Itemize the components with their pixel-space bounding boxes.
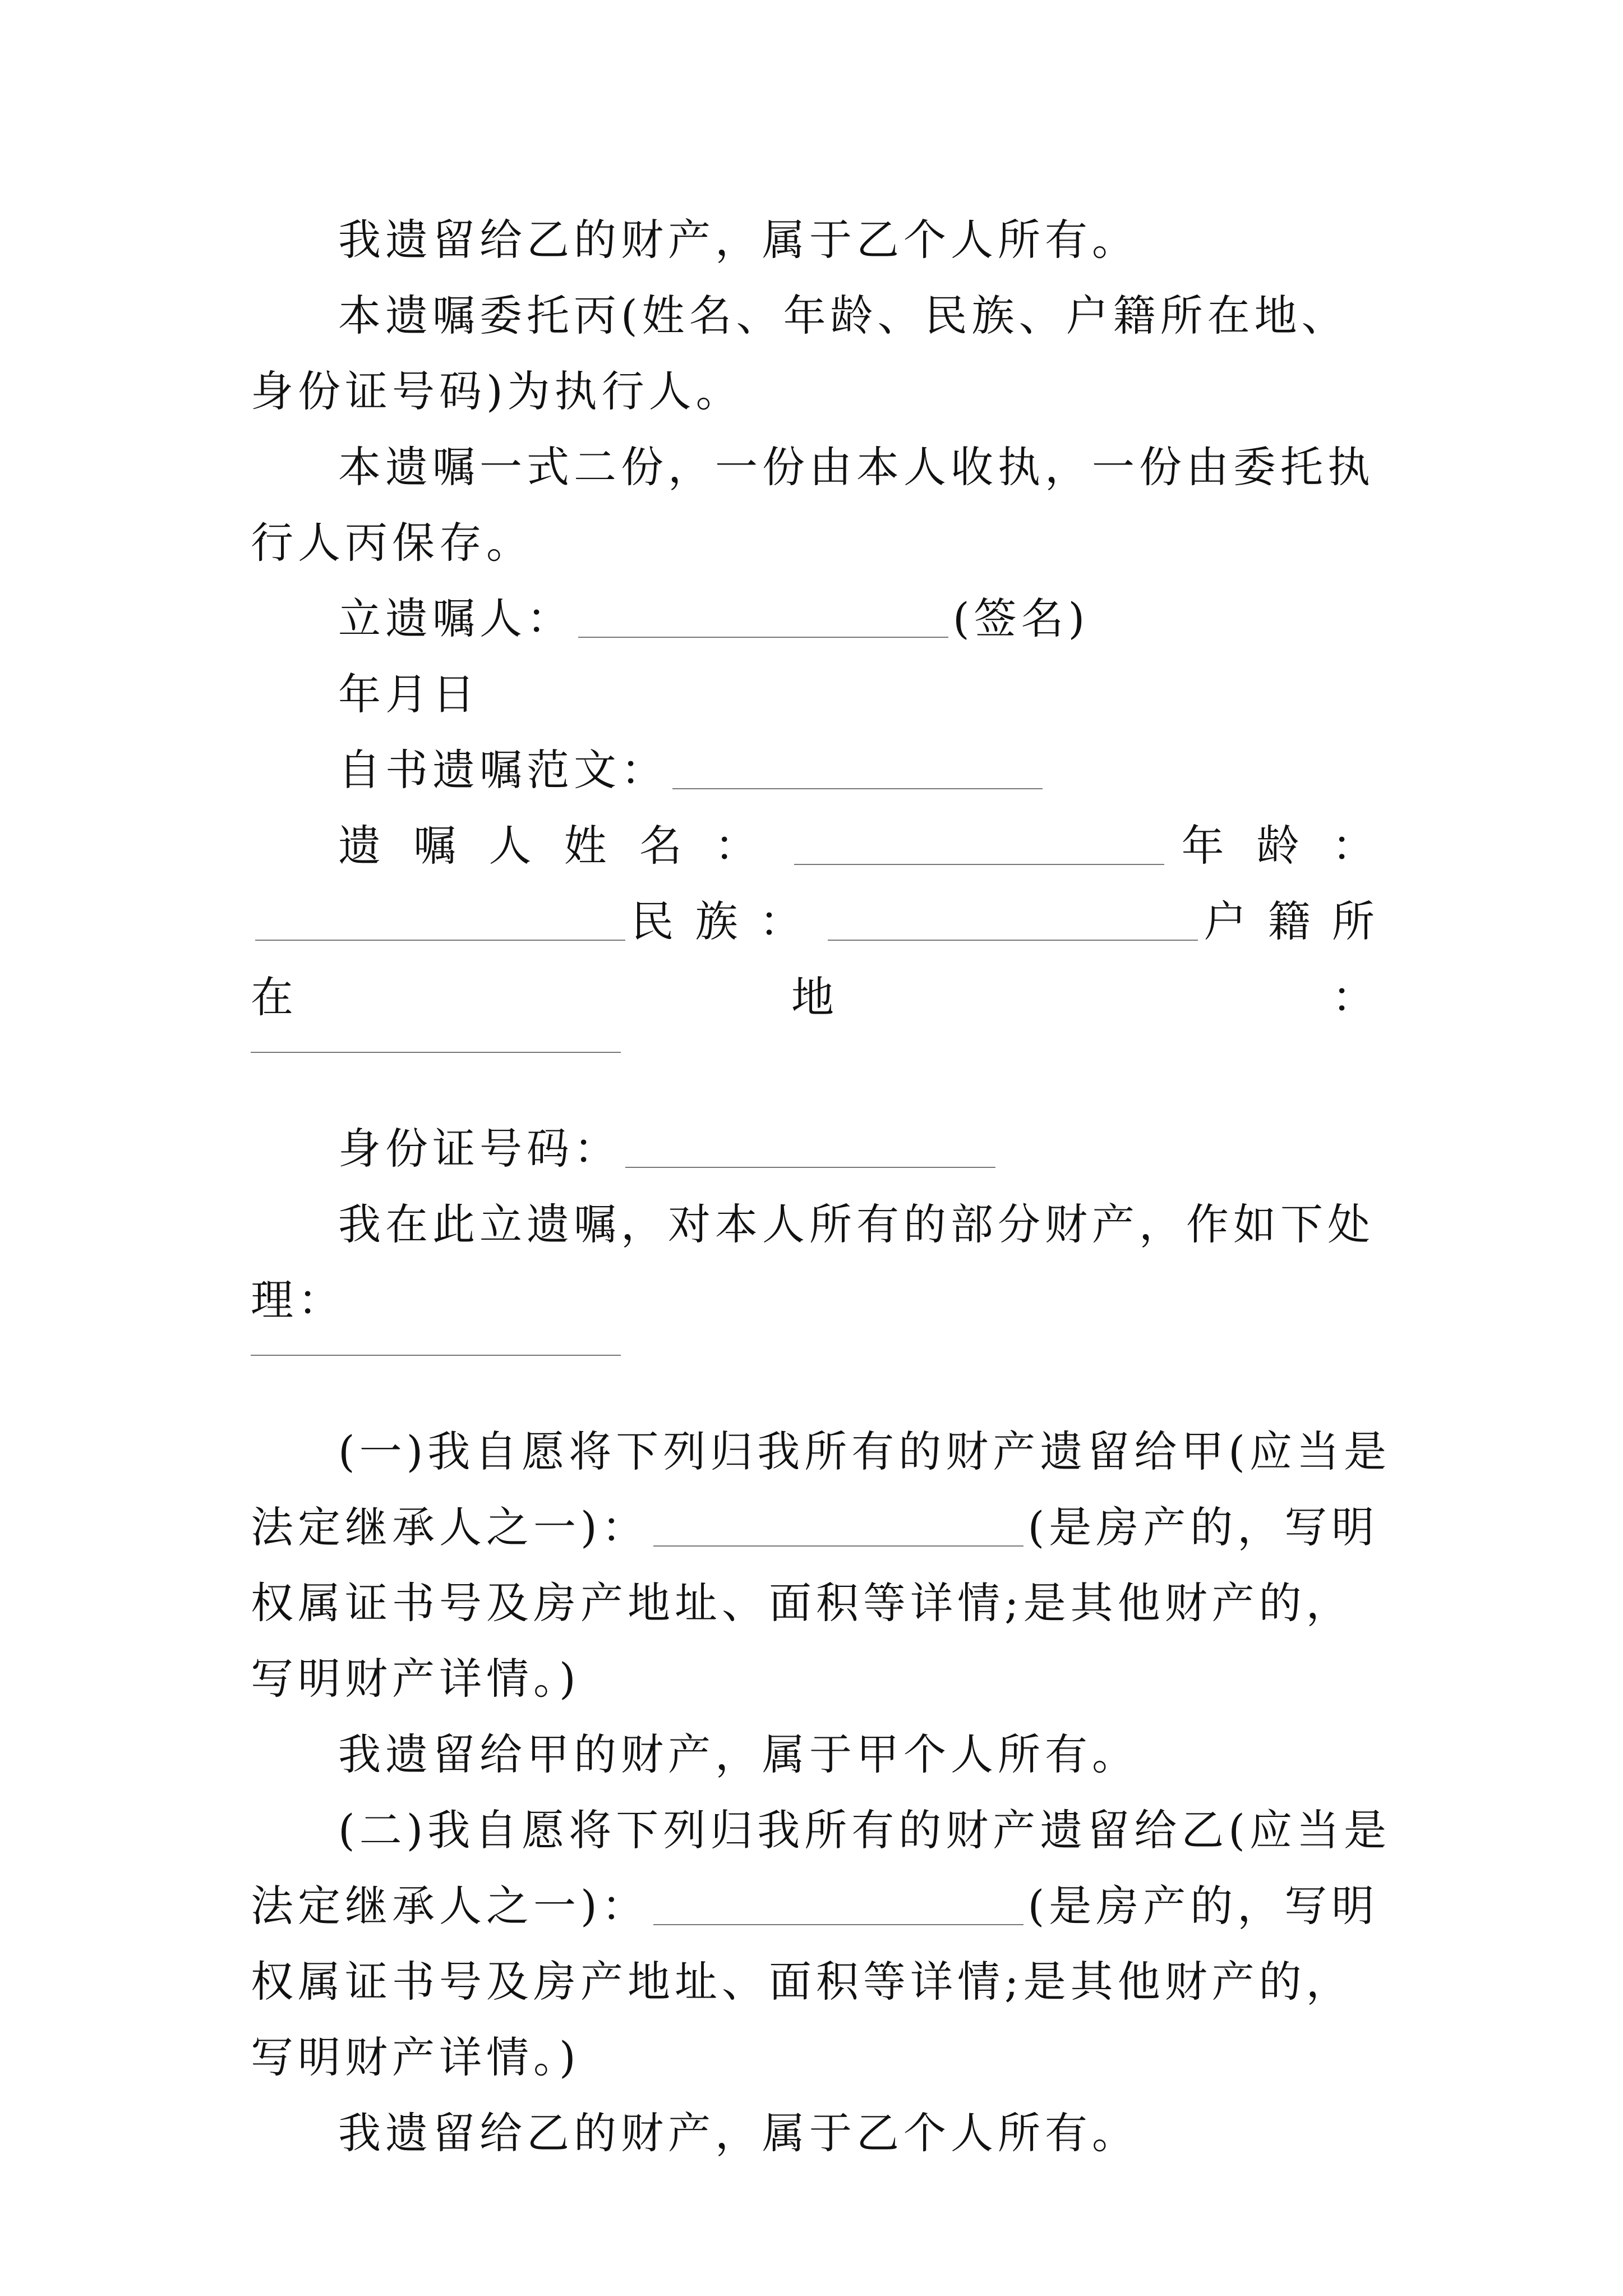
- declaration-blank: [251, 1355, 621, 1356]
- item-one-ownership: 我遗留给甲的财产，属于甲个人所有。: [338, 1729, 1139, 1779]
- ethnicity-label: 民族：: [630, 896, 824, 946]
- item-one-blank: [653, 1545, 1023, 1547]
- id-number-line: [251, 1111, 1395, 1186]
- name-blank: [794, 864, 1164, 865]
- signature-note: (签名): [953, 593, 1090, 643]
- age-label: 年龄：: [1169, 821, 1395, 871]
- testator-signature-line: [251, 581, 1395, 656]
- personal-info-block: [251, 808, 1395, 1035]
- paragraph-copies: 本遗嘱一式二份，一份由本人收执，一份由委托执行人丙保存。: [251, 442, 1375, 568]
- sample-title: 自书遗嘱范文：: [338, 745, 668, 795]
- testator-blank: [578, 637, 948, 638]
- household-label: 户籍所在地：: [251, 896, 1395, 1022]
- item-two-suffix: (是房产的，写明权属证书号及房产地址、面积等详情;是其他财产的，写明财产详情。): [251, 1881, 1379, 2082]
- testator-label: 立遗嘱人：: [338, 593, 574, 643]
- document-body: [251, 202, 1395, 2171]
- item-two-paragraph: [251, 1792, 1395, 2095]
- sample-title-line: [251, 732, 1395, 808]
- household-blank: [251, 1052, 621, 1053]
- sample-title-blank: [672, 788, 1043, 789]
- item-one-prefix: (一)我自愿将下列归我所有的财产遗留给甲(应当是法定继承人之一)：: [251, 1427, 1391, 1552]
- name-label: 遗嘱人姓名：: [338, 821, 790, 871]
- declaration-blank-row: [251, 1338, 1395, 1414]
- item-one-suffix: (是房产的，写明权属证书号及房产地址、面积等详情;是其他财产的，写明财产详情。): [251, 1502, 1379, 1704]
- household-blank-row: [251, 1035, 1395, 1111]
- age-blank: [255, 940, 625, 941]
- paragraph-executor: 本遗嘱委托丙(姓名、年龄、民族、户籍所在地、身份证号码)为执行人。: [251, 291, 1349, 416]
- declaration-line: 我在此立遗嘱，对本人所有的部分财产，作如下处理：: [251, 1199, 1375, 1325]
- item-two-ownership: 我遗留给乙的财产，属于乙个人所有。: [338, 2108, 1139, 2158]
- date-line: 年月日: [338, 669, 479, 719]
- ethnicity-blank: [828, 940, 1198, 941]
- id-blank: [625, 1167, 995, 1168]
- item-one-paragraph: [251, 1414, 1395, 1717]
- id-label: 身份证号码：: [338, 1124, 621, 1174]
- item-two-prefix: (二)我自愿将下列归我所有的财产遗留给乙(应当是法定继承人之一)：: [251, 1805, 1391, 1931]
- paragraph-bequest-b: 我遗留给乙的财产，属于乙个人所有。: [338, 215, 1139, 265]
- item-two-blank: [653, 1924, 1023, 1925]
